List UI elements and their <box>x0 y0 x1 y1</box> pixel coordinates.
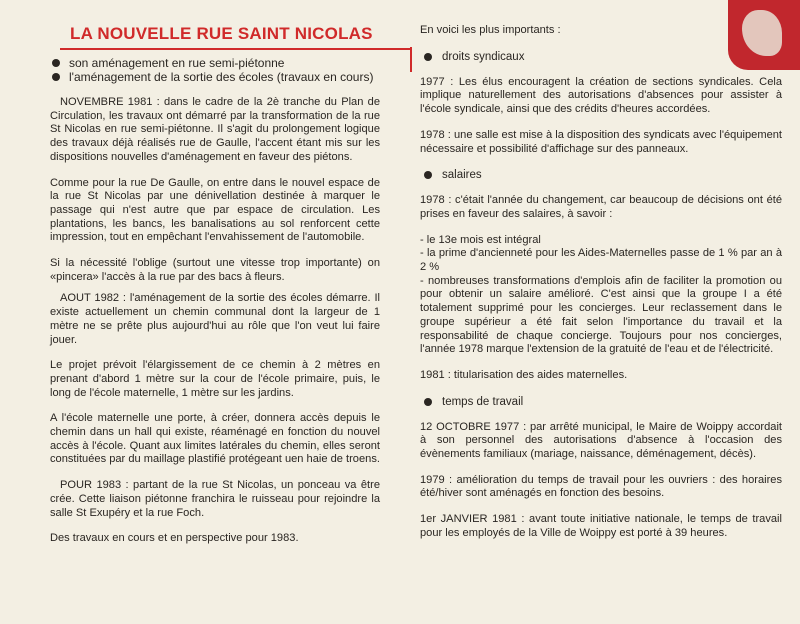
left-column <box>50 56 380 558</box>
paragraph-aout-1982: AOUT 1982 : l'aménagement de la sortie des écoles démarre. Il existe actuellement un chemin communal dont la largeur de 1 mètre ne se prête plus aujourd'hui au rôle que l'on veut lui faire jouer. <box>50 292 380 346</box>
paragraph-12-octobre-1977: 12 OCTOBRE 1977 : par arrêté municipal, le Maire de Woippy accordait à son personnel des autorisations d'absence à l'occasion des évènements familiaux (mariage, naissance, déménagement, décès). <box>420 420 782 461</box>
paragraph-1978-salle: 1978 : une salle est mise à la disposition des syndicats avec l'équipement nécessaire et possibilité d'affichage sur des panneaux. <box>420 128 782 155</box>
bullet-dot-icon <box>424 171 432 179</box>
bullet-dot-icon <box>424 398 432 406</box>
summary-bullet <box>50 70 380 84</box>
article-title: LA NOUVELLE RUE SAINT NICOLAS <box>70 24 373 43</box>
section-heading-text: droits syndicaux <box>442 50 525 63</box>
summary-bullet <box>50 56 380 70</box>
paragraph-pour-1983: POUR 1983 : partant de la rue St Nicolas, un ponceau va être crée. Cette liaison piétonne franchira le ruisseau pour rejoindre la salle St Exupéry et la rue Foch. <box>50 479 380 519</box>
bullet-text: l'aménagement de la sortie des écoles (travaux en cours) <box>69 70 374 84</box>
paragraph-1978-salaires: 1978 : c'était l'année du changement, car beaucoup de décisions ont été prises en faveur des salaires, à savoir : <box>420 194 782 220</box>
bullet-text: son aménagement en rue semi-piétonne <box>69 56 285 70</box>
paragraph-bacs-a-fleurs: Si la nécessité l'oblige (surtout une vitesse trop importante) on «pincera» l'accès à la rue par des bacs à fleurs. <box>50 257 380 283</box>
paragraph-projet-elargissement: Le projet prévoit l'élargissement de ce chemin à 2 mètres en prenant d'abord 1 mètre sur la cour de l'école primaire, puis, le long de l'école maternelle, 1 mètre sur les jardins. <box>50 359 380 399</box>
paragraph-ecole-maternelle: A l'école maternelle une porte, à créer, donnera accès depuis le chemin dans un hall qui existe, réaménagé en fonction du nouvel accès à l'école. Quant aux limites latérales du chemin, elles seront constituées par du maillage plastifié protégeant uen haie de troens. <box>50 412 380 466</box>
paragraph-rue-de-gaulle: Comme pour la rue De Gaulle, on entre dans le nouvel espace de la rue St Nicolas par une dénivellation destinée à marquer le passage qui n'est autre que par espace de circulation. Les plantations, les bancs, les banalisations au sol renforcent cette impression, tout en empêchant l'envahissement de l'automobile. <box>50 176 380 244</box>
paragraph-novembre-1981: NOVEMBRE 1981 : dans le cadre de la 2è tranche du Plan de Circulation, les travaux ont démarré par la transformation de la rue St Nicolas en rue semi-piétonne. Il s'agit du prolongement logique des travaux déjà réalisés rue de Gaulle, l'accent étant mis sur les dispositions nouvelles d'aménagement en faveur des piétons. <box>50 96 380 163</box>
section-heading-salaires <box>420 168 782 182</box>
title-rule-corner <box>392 47 412 72</box>
section-heading-droits-syndicaux <box>420 50 782 64</box>
paragraph-conclusion: Des travaux en cours et en perspective pour 1983. <box>50 532 299 545</box>
salary-list-item: - nombreuses transformations d'emplois afin de faciliter la promotion ou pour obtenir un salaire amélioré. C'est ainsi que la groupe I a été totalement supprimé pour les concierges. Leur reclassement dans le groupe supérieur a été fait selon l'importance du travail et la responsabilité de chaque concierge. Toujours pour nos concierges, l'année 1978 marque l'extension de la gratuité de l'eau et de l'électricité. <box>420 274 782 356</box>
salary-list-item: - la prime d'ancienneté pour les Aides-Maternelles passe de 1 % par an à 2 % <box>420 247 782 274</box>
intro-text: En voici les plus importants : <box>420 24 561 36</box>
paragraph-1977-syndicats: 1977 : Les élus encouragent la création de sections syndicales. Cela implique naturellement des autorisations d'absences pour assister à l'école syndicale, ainsi que des crédits d'heures accordées. <box>420 75 782 116</box>
section-heading-text: temps de travail <box>442 395 524 408</box>
bullet-dot-icon <box>52 59 60 67</box>
salary-list-item: - le 13e mois est intégral <box>420 233 541 246</box>
bullet-dot-icon <box>424 53 432 61</box>
right-column <box>420 24 782 553</box>
bullet-dot-icon <box>52 73 60 81</box>
summary-bullets <box>50 56 380 84</box>
section-heading-text: salaires <box>442 169 482 182</box>
paragraph-1979-horaires: 1979 : amélioration du temps de travail pour les ouvriers : des horaires été/hiver sont aménagés en fonction des besoins. <box>420 473 782 500</box>
paragraph-1981-titularisation: 1981 : titularisation des aides maternelles. <box>420 368 628 381</box>
section-heading-temps-de-travail <box>420 395 782 409</box>
paragraph-1er-janvier-1981: 1er JANVIER 1981 : avant toute initiative nationale, le temps de travail pour les employés de la Ville de Woippy est porté à 39 heures. <box>420 513 782 539</box>
